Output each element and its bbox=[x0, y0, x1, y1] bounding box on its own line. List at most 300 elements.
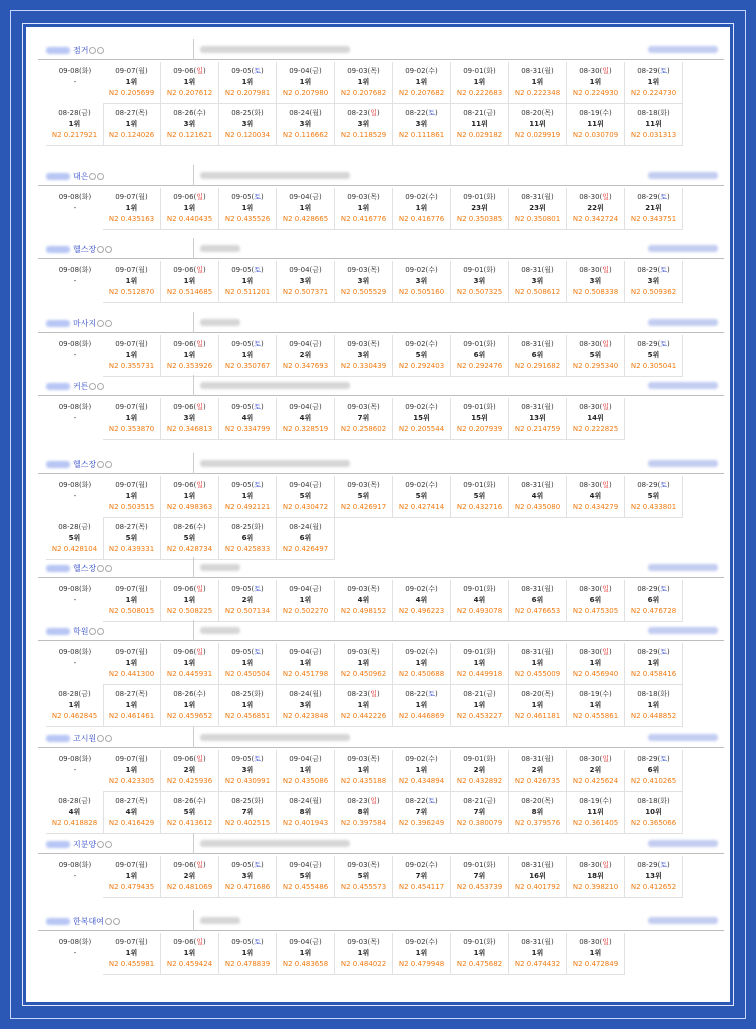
rank-cell bbox=[625, 643, 683, 685]
score-prefix: N2 bbox=[224, 960, 235, 968]
score-prefix: N2 bbox=[166, 131, 177, 139]
score-number: 0.401943 bbox=[294, 819, 329, 827]
rank-cell bbox=[451, 476, 509, 518]
rank-value: 2위 bbox=[183, 872, 196, 880]
score-prefix: N2 bbox=[572, 607, 583, 615]
rank-value: 1위 bbox=[183, 351, 196, 359]
date-label: 09-01(화) bbox=[463, 340, 496, 348]
rank-value: 1위 bbox=[241, 659, 254, 667]
score-value bbox=[335, 502, 392, 513]
rank-cell bbox=[335, 580, 393, 622]
rank-value: 2위 bbox=[183, 766, 196, 774]
score-value bbox=[219, 88, 276, 99]
rank-cell bbox=[509, 750, 567, 792]
score-value bbox=[46, 130, 103, 141]
score-prefix: N2 bbox=[630, 89, 641, 97]
memo-icon[interactable] bbox=[97, 735, 104, 742]
blurred-url[interactable] bbox=[200, 172, 350, 179]
score-prefix: N2 bbox=[166, 288, 177, 296]
score-prefix: N2 bbox=[224, 607, 235, 615]
rank-value: 1위 bbox=[183, 596, 196, 604]
rank-value: 4위 bbox=[241, 414, 254, 422]
keyword-label[interactable] bbox=[46, 318, 112, 329]
score-number: 0.484022 bbox=[352, 960, 387, 968]
score-number: 0.343751 bbox=[642, 215, 677, 223]
rank-cell bbox=[625, 188, 683, 230]
score-number: 0.451798 bbox=[294, 670, 329, 678]
rank-cell bbox=[393, 685, 451, 727]
header-divider bbox=[193, 910, 194, 931]
memo-icon[interactable] bbox=[97, 320, 104, 327]
keyword-label[interactable] bbox=[46, 626, 104, 637]
rank-cell bbox=[451, 750, 509, 792]
score-number: 0.207980 bbox=[294, 89, 329, 97]
section-header bbox=[38, 620, 724, 641]
score-number: 0.222683 bbox=[468, 89, 503, 97]
rank-value: 1위 bbox=[473, 659, 486, 667]
score-number: 0.207682 bbox=[410, 89, 445, 97]
score-number: 0.412652 bbox=[642, 883, 677, 891]
keyword-label[interactable] bbox=[46, 459, 112, 470]
rank-value: 5위 bbox=[125, 534, 138, 542]
score-value bbox=[103, 606, 160, 617]
score-value bbox=[219, 502, 276, 513]
score-number: 0.207682 bbox=[352, 89, 387, 97]
rank-value: 1위 bbox=[183, 659, 196, 667]
pin-icon[interactable] bbox=[113, 918, 120, 925]
score-number: 0.205544 bbox=[410, 425, 445, 433]
blurred-url[interactable] bbox=[200, 460, 350, 467]
score-prefix: N2 bbox=[514, 362, 525, 370]
score-number: 0.379576 bbox=[526, 819, 561, 827]
blurred-store-name bbox=[648, 46, 718, 53]
date-label: 09-05(토) bbox=[231, 193, 264, 201]
score-prefix: N2 bbox=[224, 819, 235, 827]
header-divider bbox=[193, 39, 194, 60]
score-prefix: N2 bbox=[572, 131, 583, 139]
rank-cell bbox=[335, 335, 393, 377]
score-value bbox=[509, 130, 566, 141]
rank-value: 1위 bbox=[68, 120, 81, 128]
score-prefix: N2 bbox=[572, 288, 583, 296]
date-label: 08-24(월) bbox=[289, 523, 322, 531]
score-value bbox=[161, 214, 218, 225]
memo-icon[interactable] bbox=[97, 841, 104, 848]
pin-icon[interactable] bbox=[97, 383, 104, 390]
pin-icon[interactable] bbox=[105, 461, 112, 468]
score-value bbox=[509, 214, 566, 225]
keyword-label[interactable] bbox=[46, 563, 112, 574]
rank-cell bbox=[335, 933, 393, 975]
score-prefix: N2 bbox=[224, 712, 235, 720]
score-prefix: N2 bbox=[630, 288, 641, 296]
blurred-url[interactable] bbox=[200, 917, 240, 924]
blurred-store-name bbox=[648, 382, 718, 389]
rank-cell bbox=[509, 335, 567, 377]
keyword-section bbox=[38, 620, 724, 727]
keyword-label[interactable] bbox=[46, 244, 112, 255]
score-value bbox=[625, 88, 682, 99]
date-label: 09-02(수) bbox=[405, 861, 438, 869]
score-value bbox=[219, 669, 276, 680]
rank-cell bbox=[161, 580, 219, 622]
rank-value: 3위 bbox=[473, 277, 486, 285]
rank-cell bbox=[393, 856, 451, 898]
rank-cell bbox=[161, 104, 219, 146]
keyword-label[interactable] bbox=[46, 916, 120, 927]
score-prefix: N2 bbox=[630, 215, 641, 223]
rank-value: 5위 bbox=[415, 492, 428, 500]
rank-cell bbox=[567, 188, 625, 230]
rank-value: 1위 bbox=[299, 596, 312, 604]
score-prefix: N2 bbox=[398, 131, 409, 139]
date-label: 09-07(월) bbox=[115, 403, 148, 411]
score-prefix: N2 bbox=[456, 883, 467, 891]
rank-cell bbox=[509, 104, 567, 146]
rank-value: 1위 bbox=[647, 701, 660, 709]
score-value bbox=[335, 776, 392, 787]
score-prefix: N2 bbox=[514, 712, 525, 720]
score-number: 0.512870 bbox=[120, 288, 155, 296]
score-prefix: N2 bbox=[456, 215, 467, 223]
score-prefix: N2 bbox=[514, 777, 525, 785]
score-prefix: N2 bbox=[514, 215, 525, 223]
pin-icon[interactable] bbox=[105, 841, 112, 848]
memo-icon[interactable] bbox=[105, 918, 112, 925]
rank-cell bbox=[625, 62, 683, 104]
date-label: 09-04(금) bbox=[289, 585, 322, 593]
score-value bbox=[335, 669, 392, 680]
score-value bbox=[335, 130, 392, 141]
score-prefix: N2 bbox=[282, 425, 293, 433]
memo-icon[interactable] bbox=[97, 565, 104, 572]
rank-value: 1위 bbox=[357, 766, 370, 774]
blurred-url[interactable] bbox=[200, 245, 240, 252]
rank-cell bbox=[335, 856, 393, 898]
rank-row bbox=[38, 518, 724, 560]
score-number: 0.471686 bbox=[236, 883, 271, 891]
keyword-section bbox=[38, 165, 724, 230]
keyword-text: 한복대여 bbox=[73, 917, 104, 926]
score-value bbox=[277, 502, 334, 513]
score-number: 0.222348 bbox=[526, 89, 561, 97]
pin-icon[interactable] bbox=[105, 246, 112, 253]
score-number: 0.380079 bbox=[468, 819, 503, 827]
date-label: 09-02(수) bbox=[405, 755, 438, 763]
rank-row bbox=[38, 104, 724, 146]
section-header bbox=[38, 39, 724, 60]
score-value bbox=[509, 776, 566, 787]
keyword-label[interactable] bbox=[46, 839, 112, 850]
rank-cell bbox=[46, 398, 104, 440]
score-prefix: N2 bbox=[456, 362, 467, 370]
rank-value: 11위 bbox=[645, 120, 662, 128]
rank-value: 4위 bbox=[589, 492, 602, 500]
date-label: 08-27(목) bbox=[115, 109, 148, 117]
score-value bbox=[277, 606, 334, 617]
rank-value: 3위 bbox=[299, 701, 312, 709]
rank-value: 4위 bbox=[415, 596, 428, 604]
date-label: 09-05(토) bbox=[231, 403, 264, 411]
score-value bbox=[625, 776, 682, 787]
blurred-prefix bbox=[46, 461, 70, 468]
rank-value: 4위 bbox=[531, 492, 544, 500]
rank-cell bbox=[567, 476, 625, 518]
date-label: 09-01(화) bbox=[463, 403, 496, 411]
score-value bbox=[103, 882, 160, 893]
score-prefix: N2 bbox=[398, 712, 409, 720]
score-value bbox=[567, 818, 624, 829]
blurred-url[interactable] bbox=[200, 46, 350, 53]
date-label: 08-26(수) bbox=[173, 109, 206, 117]
rank-value: 13위 bbox=[645, 872, 662, 880]
rank-row bbox=[38, 188, 724, 230]
rank-report-panel bbox=[26, 27, 730, 1002]
rank-value: 5위 bbox=[183, 534, 196, 542]
rank-value: 22위 bbox=[587, 204, 604, 212]
date-label: 08-30(일) bbox=[579, 861, 612, 869]
score-number: 0.328519 bbox=[294, 425, 329, 433]
date-label: 09-01(화) bbox=[463, 266, 496, 274]
score-value bbox=[451, 361, 508, 372]
rank-cell bbox=[277, 261, 335, 303]
score-number: 0.342724 bbox=[584, 215, 619, 223]
rank-cell bbox=[277, 643, 335, 685]
date-label: 09-01(화) bbox=[463, 193, 496, 201]
score-number: 0.118529 bbox=[352, 131, 387, 139]
score-value bbox=[219, 424, 276, 435]
rank-value: 15위 bbox=[471, 414, 488, 422]
date-label: 09-04(금) bbox=[289, 340, 322, 348]
rank-cell bbox=[509, 188, 567, 230]
score-prefix: N2 bbox=[282, 89, 293, 97]
score-value bbox=[219, 287, 276, 298]
rank-cell bbox=[103, 335, 161, 377]
rank-value: 14위 bbox=[587, 414, 604, 422]
blurred-url[interactable] bbox=[200, 564, 240, 571]
score-value bbox=[335, 424, 392, 435]
score-prefix: N2 bbox=[398, 288, 409, 296]
memo-icon[interactable] bbox=[89, 383, 96, 390]
score-prefix: N2 bbox=[51, 545, 62, 553]
rank-cell bbox=[335, 476, 393, 518]
score-number: 0.353870 bbox=[120, 425, 155, 433]
rank-cell bbox=[625, 335, 683, 377]
date-label: 09-04(금) bbox=[289, 266, 322, 274]
score-value bbox=[219, 711, 276, 722]
keyword-label[interactable] bbox=[46, 381, 104, 392]
memo-icon[interactable] bbox=[97, 461, 104, 468]
memo-icon[interactable] bbox=[97, 246, 104, 253]
score-prefix: N2 bbox=[166, 670, 177, 678]
score-number: 0.413612 bbox=[178, 819, 213, 827]
date-label: 08-31(월) bbox=[521, 648, 554, 656]
score-prefix: N2 bbox=[166, 545, 177, 553]
score-number: 0.295340 bbox=[584, 362, 619, 370]
score-number: 0.511201 bbox=[236, 288, 271, 296]
date-label: 08-27(목) bbox=[115, 523, 148, 531]
rank-value: 1위 bbox=[357, 78, 370, 86]
score-number: 0.222825 bbox=[584, 425, 619, 433]
date-label: 08-30(일) bbox=[579, 403, 612, 411]
date-label: 08-27(목) bbox=[115, 797, 148, 805]
blurred-url[interactable] bbox=[200, 734, 350, 741]
blurred-url[interactable] bbox=[200, 627, 240, 634]
score-value bbox=[393, 502, 450, 513]
section-header bbox=[38, 238, 724, 259]
keyword-label[interactable] bbox=[46, 45, 104, 56]
score-number: 0.423305 bbox=[120, 777, 155, 785]
score-value bbox=[567, 88, 624, 99]
rank-value: 1위 bbox=[183, 701, 196, 709]
blurred-url[interactable] bbox=[200, 840, 350, 847]
rank-value: 1위 bbox=[183, 492, 196, 500]
date-label: 09-05(토) bbox=[231, 481, 264, 489]
date-label: 08-25(화) bbox=[231, 523, 264, 531]
rank-cell bbox=[625, 792, 683, 834]
score-number: 0.439331 bbox=[120, 545, 155, 553]
rank-cell bbox=[567, 750, 625, 792]
section-header bbox=[38, 557, 724, 578]
date-label: 08-25(화) bbox=[231, 690, 264, 698]
score-prefix: N2 bbox=[630, 362, 641, 370]
score-number: 0.425833 bbox=[236, 545, 271, 553]
date-label: 08-31(월) bbox=[521, 755, 554, 763]
rank-value: 5위 bbox=[357, 872, 370, 880]
memo-icon[interactable] bbox=[89, 173, 96, 180]
rank-cell bbox=[219, 188, 277, 230]
rank-cell bbox=[103, 62, 161, 104]
pin-icon[interactable] bbox=[97, 628, 104, 635]
rank-value: 1위 bbox=[415, 78, 428, 86]
rank-value: 1위 bbox=[357, 949, 370, 957]
rank-value: 1위 bbox=[125, 120, 138, 128]
score-prefix: N2 bbox=[572, 712, 583, 720]
rank-value: 1위 bbox=[415, 949, 428, 957]
rank-value: 3위 bbox=[357, 351, 370, 359]
rank-value: 1위 bbox=[473, 701, 486, 709]
rank-cell bbox=[393, 335, 451, 377]
score-number: 0.425624 bbox=[584, 777, 619, 785]
date-label: 09-04(금) bbox=[289, 755, 322, 763]
date-label: 09-08(화) bbox=[58, 648, 92, 656]
score-prefix: N2 bbox=[224, 131, 235, 139]
rank-value: 1위 bbox=[241, 204, 254, 212]
score-value bbox=[219, 544, 276, 555]
date-label: 08-31(월) bbox=[521, 585, 554, 593]
score-number: 0.455981 bbox=[120, 960, 155, 968]
rank-cell bbox=[625, 750, 683, 792]
rank-cell bbox=[567, 685, 625, 727]
pin-icon[interactable] bbox=[105, 320, 112, 327]
score-value bbox=[277, 711, 334, 722]
rank-value: 1위 bbox=[241, 351, 254, 359]
score-number: 0.258602 bbox=[352, 425, 387, 433]
rank-value: 1위 bbox=[531, 659, 544, 667]
score-value bbox=[335, 959, 392, 970]
blurred-store-name bbox=[648, 460, 718, 467]
date-label: 09-07(월) bbox=[115, 861, 148, 869]
date-label: 08-29(토) bbox=[637, 861, 670, 869]
score-number: 0.434279 bbox=[584, 503, 619, 511]
keyword-label[interactable] bbox=[46, 733, 112, 744]
rank-row bbox=[38, 580, 724, 622]
score-value bbox=[219, 606, 276, 617]
date-label: 08-19(수) bbox=[579, 109, 612, 117]
score-prefix: N2 bbox=[282, 777, 293, 785]
score-value bbox=[509, 882, 566, 893]
score-value bbox=[161, 882, 218, 893]
date-label: 09-05(토) bbox=[231, 755, 264, 763]
score-number: 0.418828 bbox=[63, 819, 98, 827]
score-prefix: N2 bbox=[514, 89, 525, 97]
score-prefix: N2 bbox=[51, 131, 62, 139]
rank-cell bbox=[161, 476, 219, 518]
rank-cell bbox=[219, 580, 277, 622]
rank-value: 3위 bbox=[183, 414, 196, 422]
date-label: 09-07(월) bbox=[115, 193, 148, 201]
memo-icon[interactable] bbox=[89, 628, 96, 635]
score-number: 0.448852 bbox=[642, 712, 677, 720]
rank-cell bbox=[567, 261, 625, 303]
score-number: 0.505160 bbox=[410, 288, 445, 296]
rank-cell bbox=[219, 685, 277, 727]
score-number: 0.427414 bbox=[410, 503, 445, 511]
rank-cell bbox=[451, 398, 509, 440]
score-value bbox=[509, 502, 566, 513]
pin-icon[interactable] bbox=[97, 173, 104, 180]
score-prefix: N2 bbox=[572, 362, 583, 370]
score-value bbox=[335, 88, 392, 99]
date-label: 09-04(금) bbox=[289, 861, 322, 869]
score-prefix: N2 bbox=[108, 712, 119, 720]
score-value bbox=[335, 882, 392, 893]
score-number: 0.514685 bbox=[178, 288, 213, 296]
pin-icon[interactable] bbox=[97, 47, 104, 54]
score-prefix: N2 bbox=[166, 503, 177, 511]
blurred-url[interactable] bbox=[200, 319, 240, 326]
score-value bbox=[219, 214, 276, 225]
score-value bbox=[451, 818, 508, 829]
score-value bbox=[277, 818, 334, 829]
rank-cell bbox=[219, 856, 277, 898]
date-label: 09-08(화) bbox=[58, 67, 92, 75]
score-number: 0.474432 bbox=[526, 960, 561, 968]
keyword-label[interactable] bbox=[46, 171, 104, 182]
keyword-section bbox=[38, 39, 724, 146]
score-number: 0.416776 bbox=[352, 215, 387, 223]
score-number: 0.353926 bbox=[178, 362, 213, 370]
pin-icon[interactable] bbox=[105, 735, 112, 742]
score-value bbox=[277, 882, 334, 893]
score-number: 0.425936 bbox=[178, 777, 213, 785]
score-number: 0.426497 bbox=[294, 545, 329, 553]
rank-cell bbox=[625, 856, 683, 898]
date-label: 08-30(일) bbox=[579, 340, 612, 348]
date-label: 08-23(일) bbox=[347, 109, 380, 117]
date-label: 09-01(화) bbox=[463, 648, 496, 656]
score-number: 0.207939 bbox=[468, 425, 503, 433]
score-prefix: N2 bbox=[224, 89, 235, 97]
rank-cell bbox=[46, 750, 104, 792]
score-prefix: N2 bbox=[108, 819, 119, 827]
pin-icon[interactable] bbox=[105, 565, 112, 572]
header-divider bbox=[193, 238, 194, 259]
score-value bbox=[161, 544, 218, 555]
score-value bbox=[335, 361, 392, 372]
memo-icon[interactable] bbox=[89, 47, 96, 54]
blurred-url[interactable] bbox=[200, 382, 350, 389]
